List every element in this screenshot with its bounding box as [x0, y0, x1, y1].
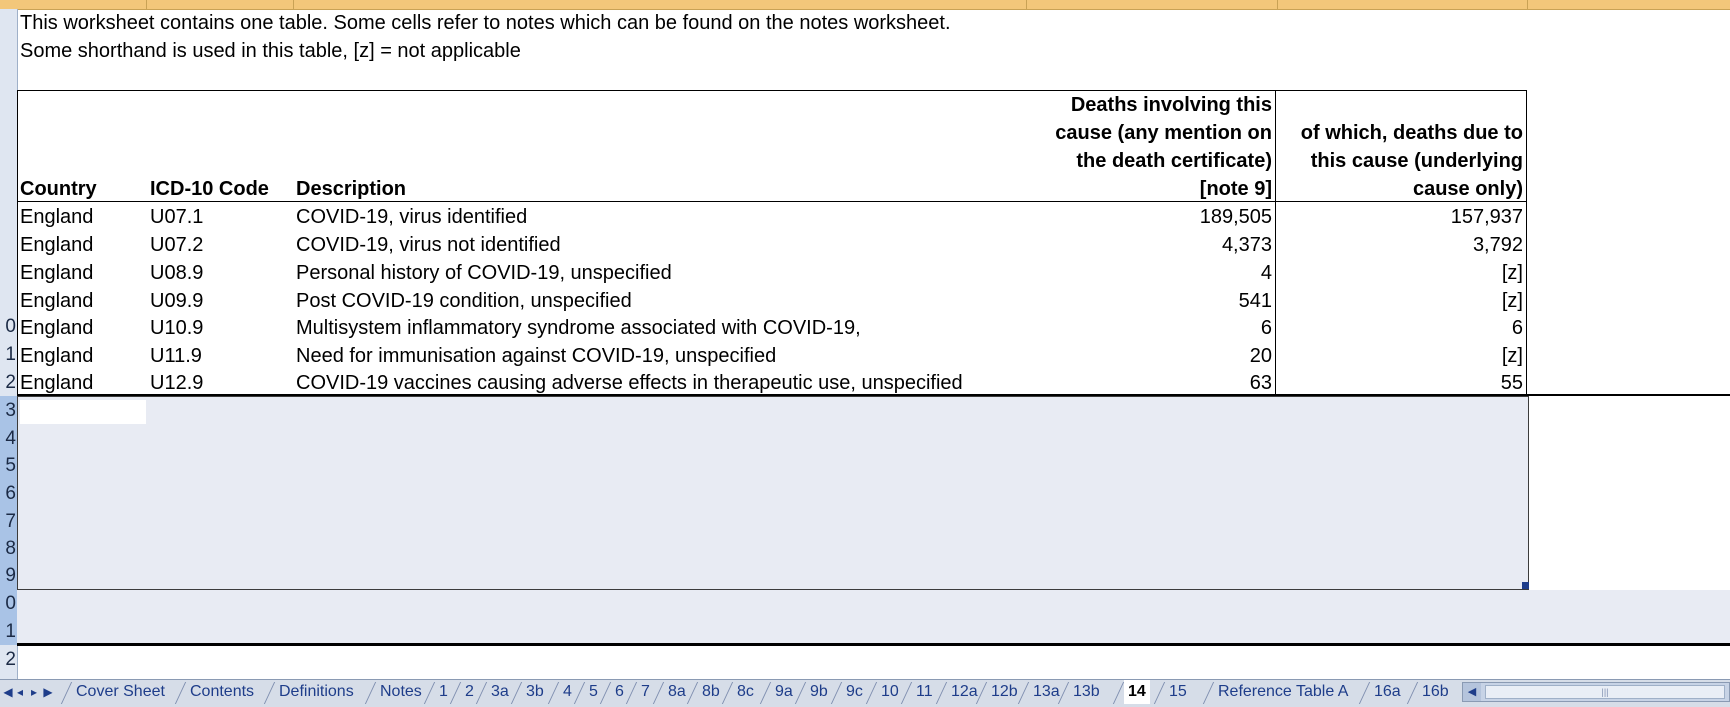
cell-description[interactable]: Personal history of COVID-19, unspecified — [296, 262, 672, 284]
column-header-strip[interactable] — [0, 0, 1730, 10]
row-number[interactable]: 9 — [5, 565, 16, 586]
cell-deaths-due[interactable]: 157,937 — [1450, 206, 1523, 228]
column-divider[interactable] — [1026, 0, 1027, 9]
cell-country[interactable]: England — [20, 290, 94, 312]
column-separator — [1526, 90, 1527, 395]
cell-deaths-involving[interactable]: 4,373 — [1221, 234, 1272, 256]
row-number[interactable]: 1 — [5, 344, 16, 365]
row-number[interactable]: 0 — [5, 316, 16, 337]
column-separator — [1275, 90, 1276, 395]
worksheet-note[interactable]: This worksheet contains one table. Some cells refer to notes which can be found on the notes worksheet. — [20, 12, 951, 34]
sheet-tab[interactable]: 5 — [589, 683, 598, 700]
range-border — [17, 643, 1730, 646]
sheet-tab[interactable]: 8b — [702, 683, 720, 700]
header-deaths-involving[interactable] — [1000, 91, 1272, 203]
active-cell[interactable] — [20, 400, 146, 424]
cell-deaths-involving[interactable]: 6 — [1260, 317, 1272, 339]
cell-deaths-involving[interactable]: 189,505 — [1199, 206, 1272, 228]
cell-country[interactable]: England — [20, 262, 94, 284]
row-number[interactable]: 2 — [5, 372, 16, 393]
row-number[interactable]: 7 — [5, 511, 16, 532]
cell-deaths-due[interactable]: [z] — [1501, 290, 1523, 312]
cell-code[interactable]: U11.9 — [150, 345, 202, 367]
cell-description[interactable]: Need for immunisation against COVID-19, unspecified — [296, 345, 777, 367]
sheet-tab[interactable]: Cover Sheet — [76, 683, 165, 700]
cell-description[interactable]: COVID-19, virus identified — [296, 206, 528, 228]
sheet-tab[interactable]: Notes — [380, 683, 422, 700]
cell-deaths-due[interactable]: [z] — [1501, 345, 1523, 367]
sheet-tab[interactable]: 13a — [1033, 683, 1060, 700]
header-line: Deaths involving this — [1070, 94, 1272, 116]
header-line: this cause (underlying — [1310, 150, 1523, 172]
column-divider[interactable] — [1277, 0, 1278, 9]
sheet-tab[interactable]: 4 — [563, 683, 572, 700]
cell-country[interactable]: England — [20, 317, 94, 339]
cell-deaths-due[interactable]: 55 — [1500, 372, 1523, 394]
sheet-tab[interactable]: Reference Table A — [1218, 683, 1349, 700]
sheet-tab[interactable]: 15 — [1169, 683, 1187, 700]
header-country[interactable]: Country — [20, 178, 97, 200]
sheet-tab[interactable]: Definitions — [279, 683, 354, 700]
prev-sheet-icon[interactable]: ◂ — [16, 685, 24, 699]
sheet-tab[interactable]: 12b — [991, 683, 1018, 700]
cell-code[interactable]: U08.9 — [150, 262, 204, 284]
sheet-tab[interactable]: 3a — [491, 683, 509, 700]
cell-deaths-involving[interactable]: 4 — [1260, 262, 1272, 284]
cell-deaths-involving[interactable]: 63 — [1249, 372, 1272, 394]
row-number[interactable]: 0 — [5, 593, 16, 614]
sheet-tab[interactable]: 1 — [439, 683, 448, 700]
header-deaths-due[interactable] — [1278, 119, 1523, 203]
column-divider[interactable] — [1527, 0, 1528, 9]
sheet-tab[interactable]: 11 — [916, 683, 933, 700]
shorthand-note[interactable]: Some shorthand is used in this table, [z] = not applicable — [20, 40, 521, 62]
header-line: cause (any mention on — [1055, 122, 1272, 144]
cell-code[interactable]: U12.9 — [150, 372, 204, 394]
sheet-tab[interactable]: 13b — [1073, 683, 1100, 700]
row-number[interactable]: 5 — [5, 455, 16, 476]
row-number[interactable]: 1 — [5, 621, 16, 642]
cell-code[interactable]: U09.9 — [150, 290, 204, 312]
sheet-tab[interactable]: 9a — [775, 683, 793, 700]
row-number[interactable]: 6 — [5, 483, 16, 504]
cell-deaths-due[interactable]: [z] — [1501, 262, 1523, 284]
header-line: the death certificate) — [1076, 150, 1272, 172]
cell-description[interactable]: COVID-19 vaccines causing adverse effects in therapeutic use, unspecified — [296, 372, 963, 394]
sheet-tab[interactable]: 16b — [1422, 683, 1449, 700]
sheet-tab[interactable]: 6 — [615, 683, 624, 700]
sheet-tab[interactable]: 12a — [951, 683, 978, 700]
sheet-tab[interactable]: 10 — [881, 683, 899, 700]
cell-description[interactable]: Multisystem inflammatory syndrome associated with COVID-19, — [296, 317, 861, 339]
cell-code[interactable]: U10.9 — [150, 317, 204, 339]
row-number[interactable]: 8 — [5, 538, 16, 559]
cell-deaths-due[interactable]: 6 — [1511, 317, 1523, 339]
sheet-tab[interactable]: 7 — [641, 683, 650, 700]
sheet-tab[interactable]: Contents — [190, 683, 255, 700]
cell-code[interactable]: U07.2 — [150, 234, 204, 256]
column-divider[interactable] — [293, 0, 294, 9]
sheet-tab[interactable]: 3b — [526, 683, 544, 700]
cell-deaths-due[interactable]: 3,792 — [1472, 234, 1523, 256]
next-sheet-icon[interactable]: ▸ — [30, 685, 38, 699]
sheet-tab[interactable]: 9b — [810, 683, 828, 700]
cell-deaths-involving[interactable]: 541 — [1238, 290, 1272, 312]
cell-country[interactable]: England — [20, 372, 94, 394]
last-sheet-icon[interactable]: ▶ — [43, 685, 53, 699]
sheet-tab[interactable]: 2 — [465, 683, 474, 700]
first-sheet-icon[interactable]: ◀ — [3, 685, 13, 699]
cell-code[interactable]: U07.1 — [150, 206, 204, 228]
header-description[interactable]: Description — [296, 178, 407, 200]
header-icd10-code[interactable]: ICD-10 Code — [150, 178, 269, 200]
sheet-tab[interactable]: 9c — [846, 683, 863, 700]
sheet-tab[interactable]: 8c — [737, 683, 754, 700]
selected-rows-area[interactable] — [17, 590, 1730, 645]
header-line: [note 9] — [1199, 178, 1272, 200]
scrollbar-thumb[interactable]: ||| — [1485, 685, 1725, 699]
cell-deaths-involving[interactable]: 20 — [1249, 345, 1272, 367]
cell-country[interactable]: England — [20, 345, 94, 367]
fill-handle[interactable] — [1522, 582, 1529, 589]
header-line: cause only) — [1412, 178, 1523, 200]
sheet-tab[interactable]: 16a — [1374, 683, 1401, 700]
scroll-left-icon[interactable]: ◀ — [1463, 683, 1481, 701]
column-divider[interactable] — [146, 0, 147, 9]
cell-description[interactable]: COVID-19, virus not identified — [296, 234, 561, 256]
row-number[interactable]: 4 — [5, 428, 16, 449]
row-number[interactable]: 2 — [5, 649, 16, 670]
selected-range[interactable] — [17, 396, 1529, 590]
sheet-tab[interactable]: 8a — [668, 683, 686, 700]
cell-description[interactable]: Post COVID-19 condition, unspecified — [296, 290, 632, 312]
header-line: of which, deaths due to — [1300, 122, 1523, 144]
row-number[interactable]: 3 — [5, 400, 16, 421]
cell-country[interactable]: England — [20, 234, 94, 256]
cell-country[interactable]: England — [20, 206, 94, 228]
sheet-tab[interactable]: 14 — [1124, 680, 1150, 704]
